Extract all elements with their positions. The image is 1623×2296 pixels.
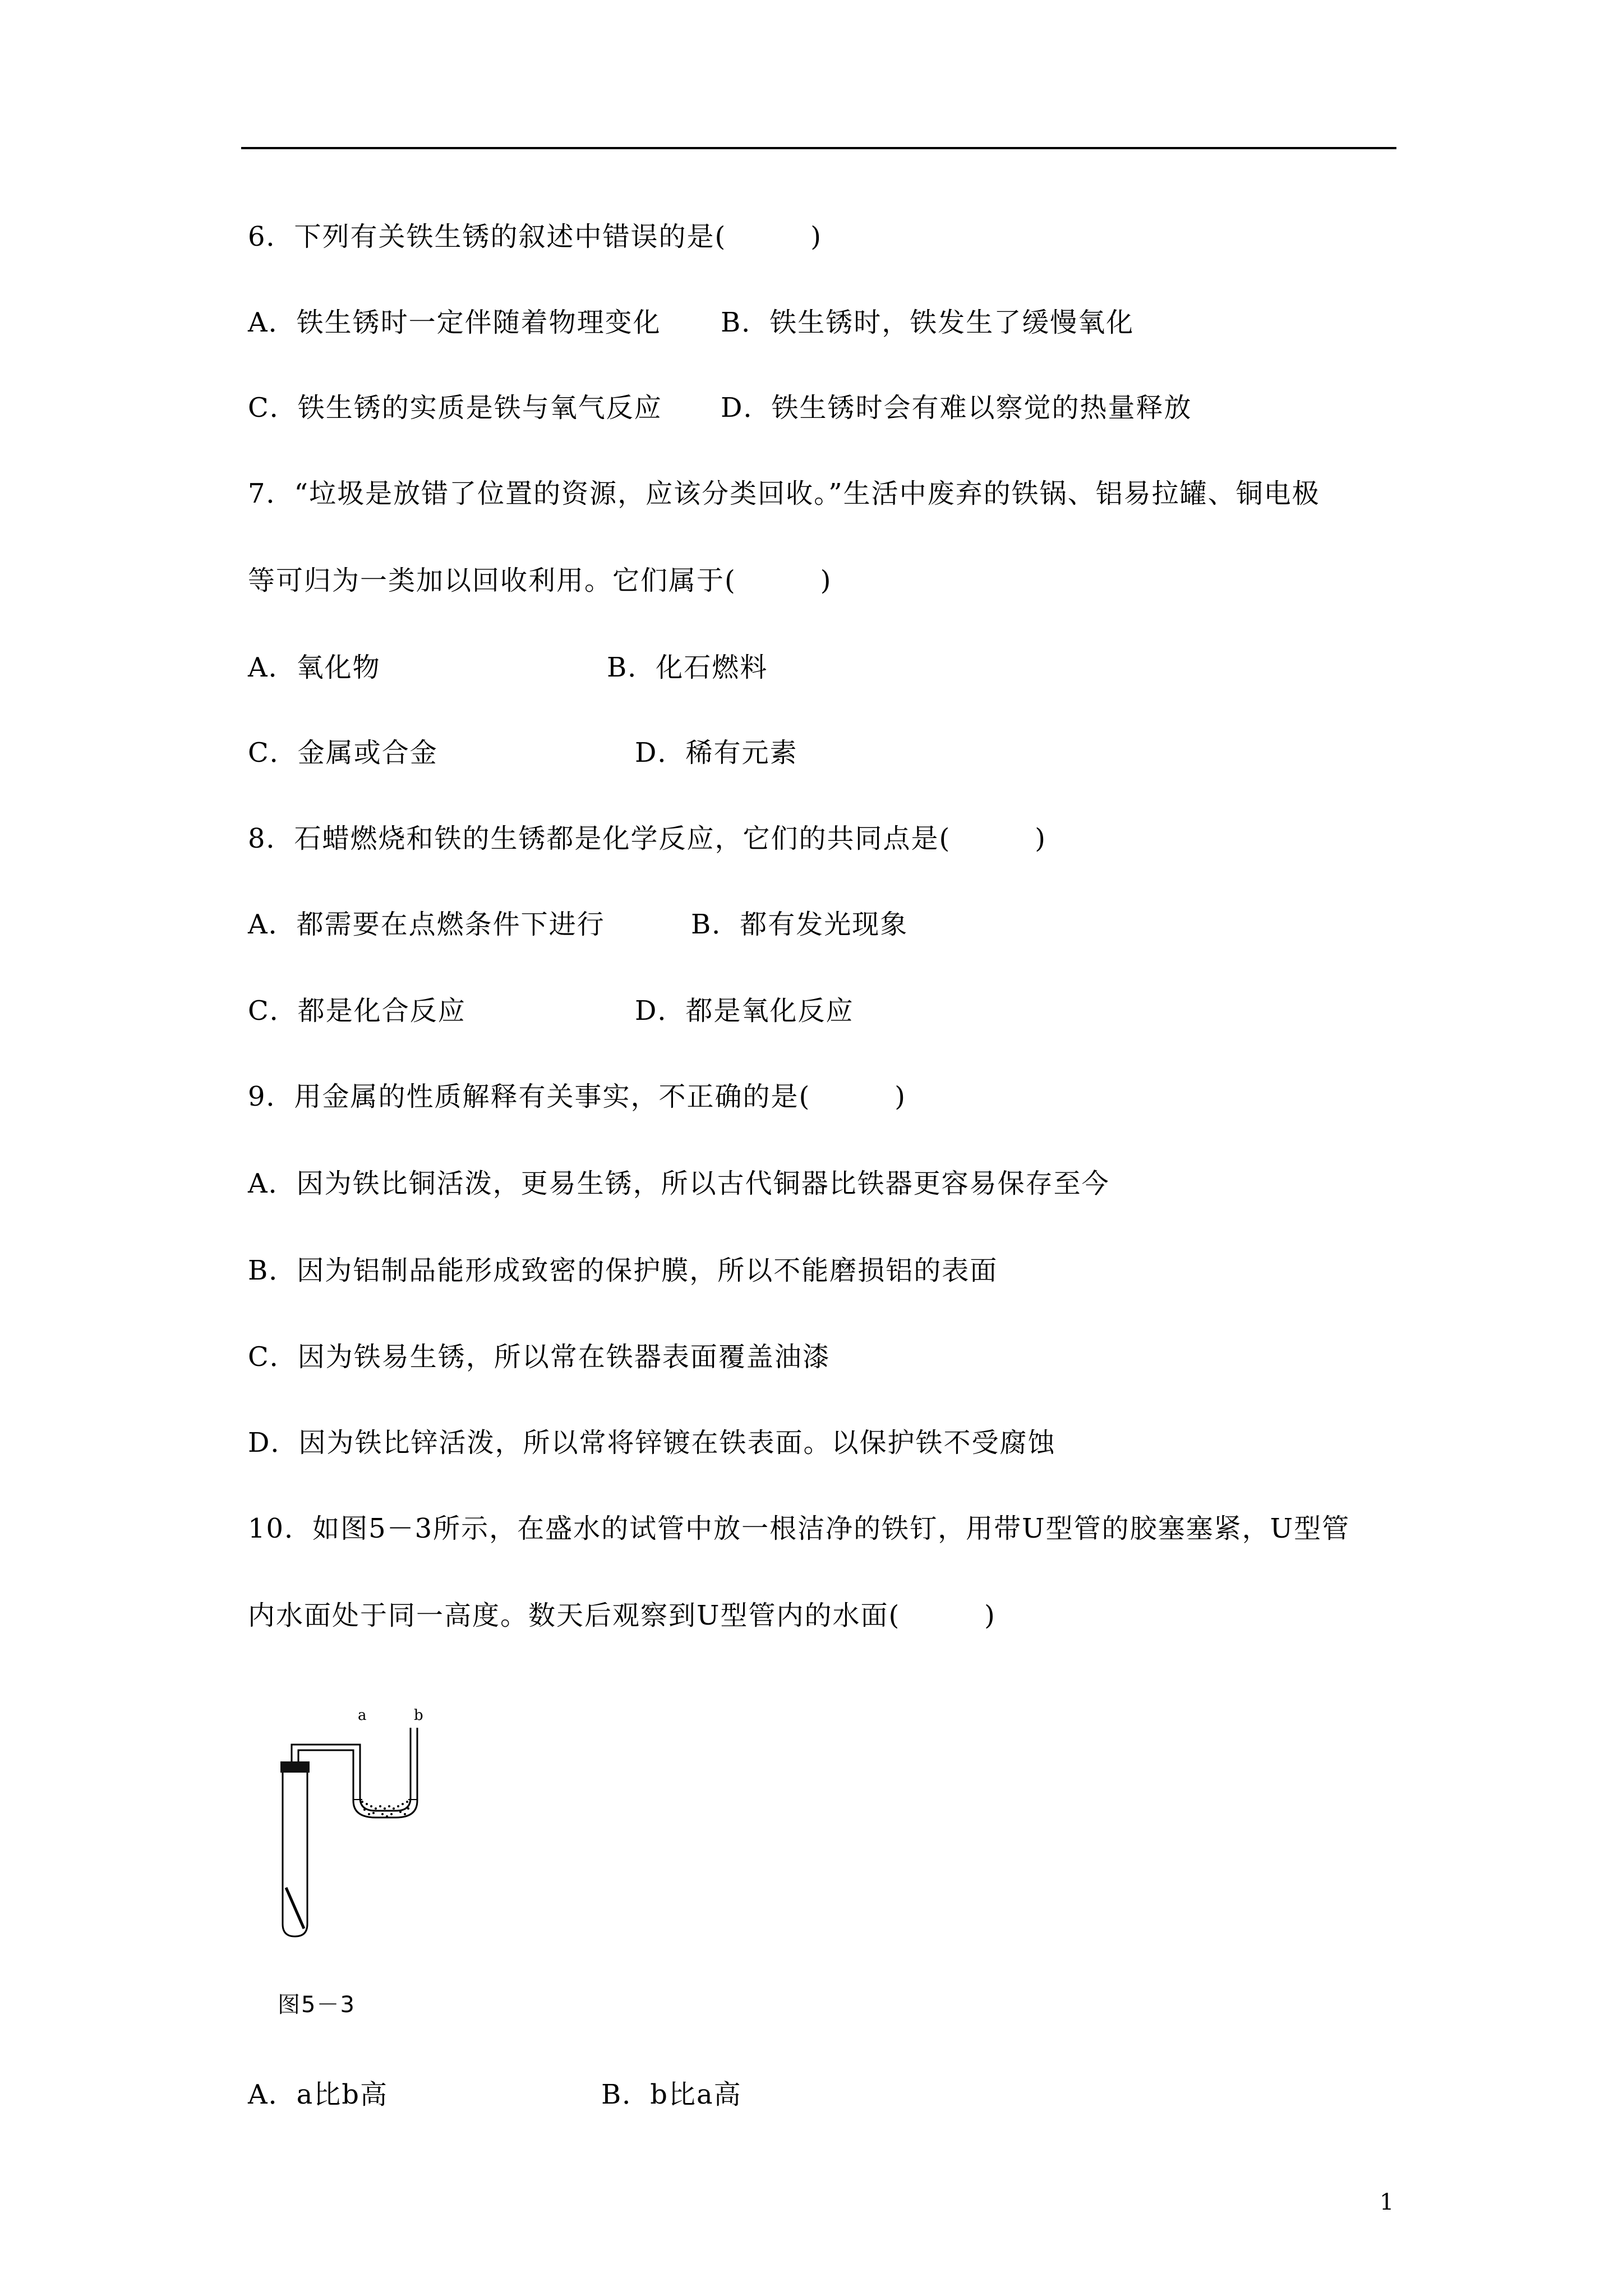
- q8-stem: 8．石蜡燃烧和铁的生锈都是化学反应，它们的共同点是( ): [248, 823, 1046, 854]
- figure-test-tube-u-tube: [264, 1705, 449, 1941]
- q6-option-b: B．铁生锈时，铁发生了缓慢氧化: [721, 307, 1135, 338]
- q8-option-d: D．都是氧化反应: [635, 995, 854, 1027]
- header-rule: [241, 147, 1396, 149]
- q8-option-c: C．都是化合反应: [248, 995, 466, 1027]
- q6-stem: 6．下列有关铁生锈的叙述中错误的是( ): [248, 221, 822, 252]
- q7-stem-line1: 7．“垃圾是放错了位置的资源，应该分类回收。”生活中废弃的铁锅、铝易拉罐、铜电极: [248, 478, 1320, 509]
- rubber-stopper: [280, 1761, 310, 1773]
- q10-stem-line2: 内水面处于同一高度。数天后观察到U型管内的水面( ): [248, 1600, 996, 1631]
- test-tube: [283, 1773, 307, 1936]
- q7-option-b: B．化石燃料: [607, 652, 768, 683]
- q9-option-a: A．因为铁比铜活泼，更易生锈，所以古代铜器比铁器更容易保存至今: [248, 1168, 1110, 1199]
- q7-option-a: A．氧化物: [248, 652, 381, 683]
- q7-option-d: D．稀有元素: [635, 737, 798, 769]
- q7-stem-line2: 等可归为一类加以回收利用。它们属于( ): [248, 565, 832, 596]
- q7-option-c: C．金属或合金: [248, 737, 438, 769]
- q8-option-b: B．都有发光现象: [691, 909, 909, 940]
- u-tube: [353, 1728, 417, 1818]
- q10-stem-line1: 10．如图5－3所示，在盛水的试管中放一根洁净的铁钉，用带U型管的胶塞塞紧，U型管: [248, 1513, 1350, 1544]
- q9-option-b: B．因为铝制品能形成致密的保护膜，所以不能磨损铝的表面: [248, 1255, 998, 1286]
- q6-option-a: A．铁生锈时一定伴随着物理变化: [248, 307, 661, 338]
- q9-option-c: C．因为铁易生锈，所以常在铁器表面覆盖油漆: [248, 1341, 831, 1373]
- figure-caption: 图5－3: [278, 1992, 356, 2018]
- q6-option-c: C．铁生锈的实质是铁与氧气反应: [248, 392, 662, 424]
- figure-label-a: a: [358, 1707, 367, 1724]
- iron-nail: [286, 1888, 304, 1929]
- q8-option-a: A．都需要在点燃条件下进行: [248, 909, 605, 940]
- q6-option-d: D．铁生锈时会有难以察觉的热量释放: [721, 392, 1192, 424]
- q10-option-a: A．a比b高: [248, 2079, 389, 2110]
- q9-stem: 9．用金属的性质解释有关事实，不正确的是( ): [248, 1081, 906, 1112]
- q10-option-b: B．b比a高: [601, 2079, 742, 2110]
- page-number: 1: [1380, 2189, 1394, 2215]
- figure-label-b: b: [414, 1707, 423, 1724]
- q9-option-d: D．因为铁比锌活泼，所以常将锌镀在铁表面。以保护铁不受腐蚀: [248, 1427, 1056, 1458]
